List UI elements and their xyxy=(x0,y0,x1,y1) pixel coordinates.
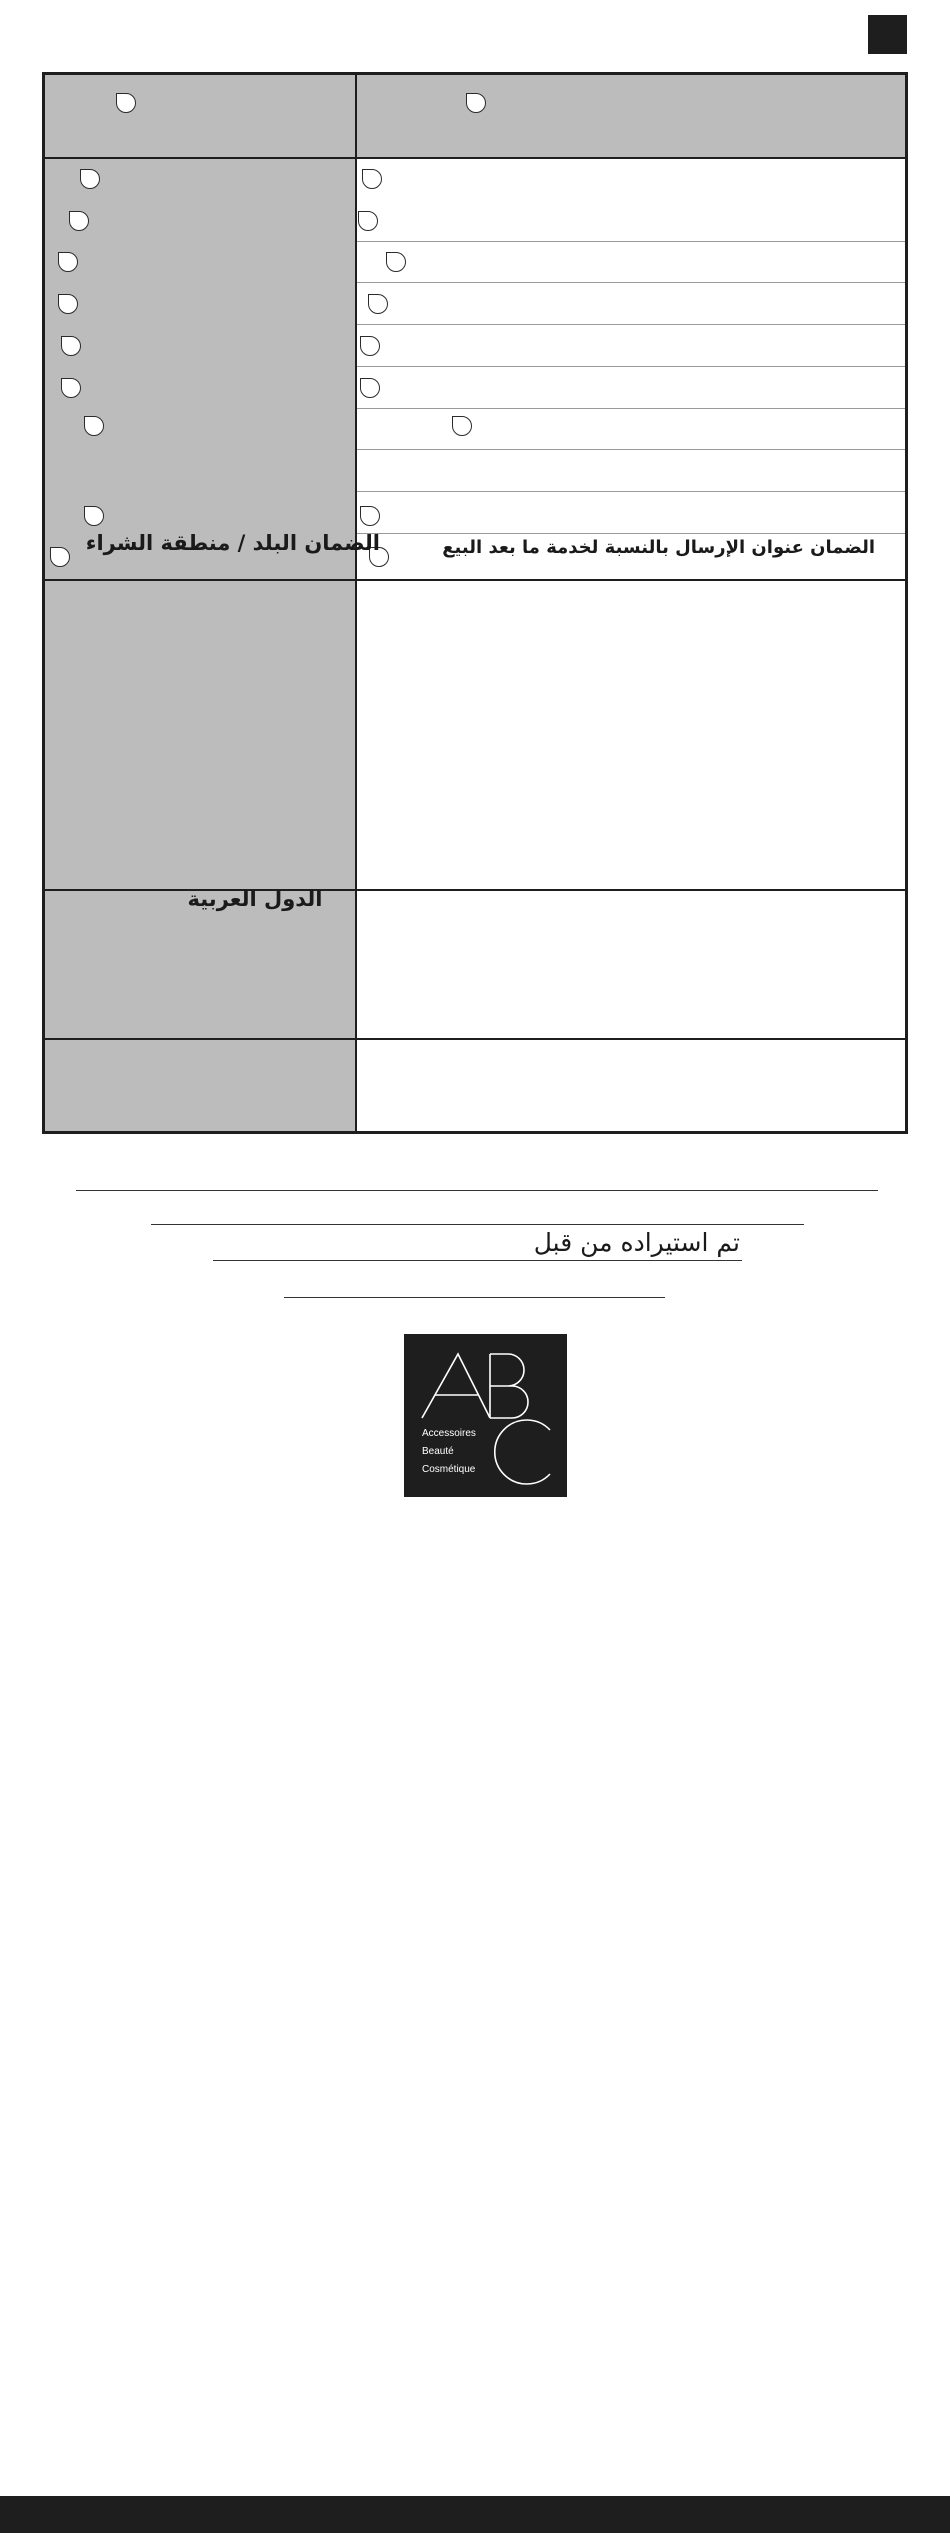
fill-line xyxy=(284,1297,665,1298)
drop-marker-icon xyxy=(360,506,380,526)
drop-marker-icon xyxy=(358,211,378,231)
drop-marker-icon xyxy=(386,252,406,272)
drop-marker-icon xyxy=(466,93,486,113)
fill-line xyxy=(76,1190,878,1191)
row-sep xyxy=(357,408,905,409)
drop-marker-icon xyxy=(84,416,104,436)
column-border xyxy=(355,75,357,1131)
corner-mark xyxy=(868,15,907,54)
drop-marker-icon xyxy=(360,336,380,356)
header-right-cell xyxy=(357,75,905,157)
drop-marker-icon xyxy=(61,378,81,398)
country-column xyxy=(45,159,355,1131)
drop-marker-icon xyxy=(61,336,81,356)
fill-line xyxy=(213,1260,742,1261)
header-left-cell xyxy=(45,75,355,157)
row-border-3 xyxy=(45,1038,905,1040)
row-sep xyxy=(357,282,905,283)
service-address-label: الضمان عنوان الإرسال بالنسبة لخدمة ما بعد البيع xyxy=(442,537,875,558)
arab-countries-label: الدول العربية xyxy=(187,887,323,911)
row-sep xyxy=(357,491,905,492)
footer-bar xyxy=(0,2496,950,2533)
abc-logo xyxy=(404,1334,567,1497)
logo-line-2: Beauté xyxy=(422,1446,454,1457)
drop-marker-icon xyxy=(116,93,136,113)
row-sep xyxy=(357,241,905,242)
drop-marker-icon xyxy=(452,416,472,436)
row-border-1 xyxy=(45,579,905,581)
fill-line xyxy=(151,1224,804,1225)
country-region-label: الضمان البلد / منطقة الشراء xyxy=(85,531,380,555)
drop-marker-icon xyxy=(362,169,382,189)
drop-marker-icon xyxy=(69,211,89,231)
logo-line-1: Accessoires xyxy=(422,1428,476,1439)
row-sep xyxy=(357,366,905,367)
drop-marker-icon xyxy=(368,294,388,314)
row-sep xyxy=(357,324,905,325)
row-sep xyxy=(357,533,905,534)
drop-marker-icon xyxy=(58,294,78,314)
drop-marker-icon xyxy=(84,506,104,526)
row-sep xyxy=(357,449,905,450)
logo-line-3: Cosmétique xyxy=(422,1464,476,1475)
drop-marker-icon xyxy=(360,378,380,398)
drop-marker-icon xyxy=(50,547,70,567)
drop-marker-icon xyxy=(80,169,100,189)
drop-marker-icon xyxy=(58,252,78,272)
warranty-table xyxy=(42,72,908,1134)
header-border xyxy=(45,157,905,159)
imported-by-label: تم استيراده من قبل xyxy=(533,1228,740,1257)
abc-logo-mark xyxy=(404,1334,567,1497)
